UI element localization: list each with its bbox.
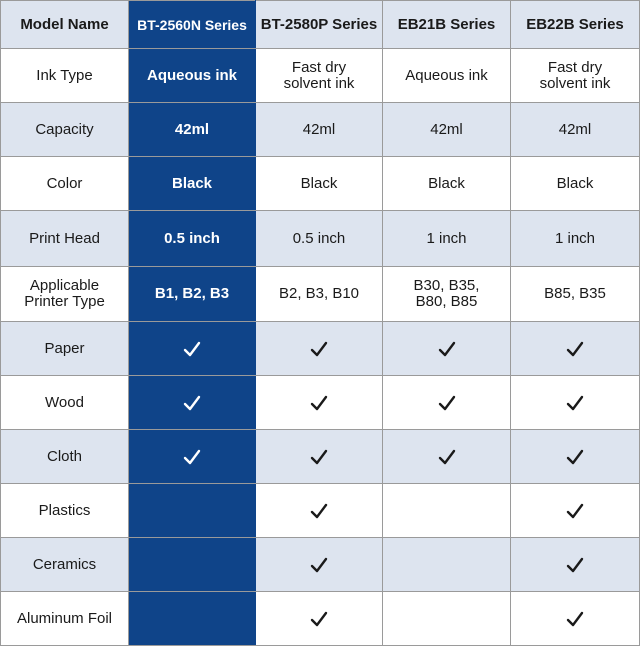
table-row: [1, 49, 640, 103]
check-icon: [310, 395, 328, 411]
check-icon: [310, 503, 328, 519]
check-icon: [183, 449, 201, 465]
table-cell: 0.5 inch: [129, 211, 256, 267]
header-bt-2580p: BT-2580P Series: [256, 1, 383, 49]
table-cell: [256, 430, 383, 484]
table-cell: [129, 322, 256, 376]
check-icon: [310, 557, 328, 573]
table-cell: [511, 538, 640, 592]
table-cell: 0.5 inch: [256, 211, 383, 267]
table-row: [1, 430, 640, 484]
header-eb22b: EB22B Series: [511, 1, 640, 49]
row-label: Plastics: [1, 484, 129, 538]
check-icon: [566, 611, 584, 627]
table-cell: [511, 484, 640, 538]
check-icon: [310, 341, 328, 357]
table-cell: B2, B3, B10: [256, 267, 383, 322]
table-cell: Black: [511, 157, 640, 211]
table-cell: 42ml: [256, 103, 383, 157]
table-cell: 42ml: [511, 103, 640, 157]
table-cell: [511, 592, 640, 646]
row-label: Ceramics: [1, 538, 129, 592]
table-cell: Black: [256, 157, 383, 211]
table-cell: B85, B35: [511, 267, 640, 322]
table-cell: [383, 430, 511, 484]
table-cell: [129, 376, 256, 430]
table-row: [1, 103, 640, 157]
table-cell: B1, B2, B3: [129, 267, 256, 322]
check-icon: [438, 395, 456, 411]
table-cell: 42ml: [129, 103, 256, 157]
table-body: [1, 1, 640, 646]
check-icon: [438, 341, 456, 357]
row-label: Ink Type: [1, 49, 129, 103]
check-icon: [183, 395, 201, 411]
table-cell: [129, 484, 256, 538]
table-cell: Black: [383, 157, 511, 211]
table-cell: [511, 322, 640, 376]
table-cell: 1 inch: [511, 211, 640, 267]
check-icon: [310, 611, 328, 627]
table-cell: 1 inch: [383, 211, 511, 267]
check-icon: [566, 341, 584, 357]
row-label: Color: [1, 157, 129, 211]
row-label: Wood: [1, 376, 129, 430]
table-cell: [383, 538, 511, 592]
table-cell: [383, 592, 511, 646]
check-icon: [566, 557, 584, 573]
row-label: Aluminum Foil: [1, 592, 129, 646]
table-cell: [256, 484, 383, 538]
table-cell: 42ml: [383, 103, 511, 157]
table-cell: Fast dry solvent ink: [511, 49, 640, 103]
check-icon: [566, 395, 584, 411]
table-cell: [256, 322, 383, 376]
table-cell: [256, 538, 383, 592]
table-cell: [511, 430, 640, 484]
table-cell: Aqueous ink: [383, 49, 511, 103]
table-row: [1, 211, 640, 267]
table-cell: [383, 484, 511, 538]
table-cell: [256, 376, 383, 430]
check-icon: [310, 449, 328, 465]
check-icon: [566, 449, 584, 465]
table-row: [1, 484, 640, 538]
header-bt-2560n: BT-2560N Series: [129, 1, 256, 49]
table-cell: [511, 376, 640, 430]
row-label: Cloth: [1, 430, 129, 484]
table-cell: [129, 430, 256, 484]
table-row: [1, 322, 640, 376]
table-row: [1, 267, 640, 322]
header-model-name: Model Name: [1, 1, 129, 49]
row-label: Paper: [1, 322, 129, 376]
table-row: [1, 376, 640, 430]
table-cell: [383, 376, 511, 430]
table-cell: [129, 538, 256, 592]
table-cell: Fast dry solvent ink: [256, 49, 383, 103]
table-row: [1, 538, 640, 592]
header-row: [1, 1, 640, 49]
row-label: Print Head: [1, 211, 129, 267]
header-eb21b: EB21B Series: [383, 1, 511, 49]
table-row: [1, 157, 640, 211]
row-label: Applicable Printer Type: [1, 267, 129, 322]
check-icon: [566, 503, 584, 519]
table-cell: Black: [129, 157, 256, 211]
table-row: [1, 592, 640, 646]
table-cell: [256, 592, 383, 646]
table-cell: Aqueous ink: [129, 49, 256, 103]
check-icon: [183, 341, 201, 357]
check-icon: [438, 449, 456, 465]
table-cell: [129, 592, 256, 646]
table-cell: B30, B35, B80, B85: [383, 267, 511, 322]
row-label: Capacity: [1, 103, 129, 157]
table-cell: [383, 322, 511, 376]
